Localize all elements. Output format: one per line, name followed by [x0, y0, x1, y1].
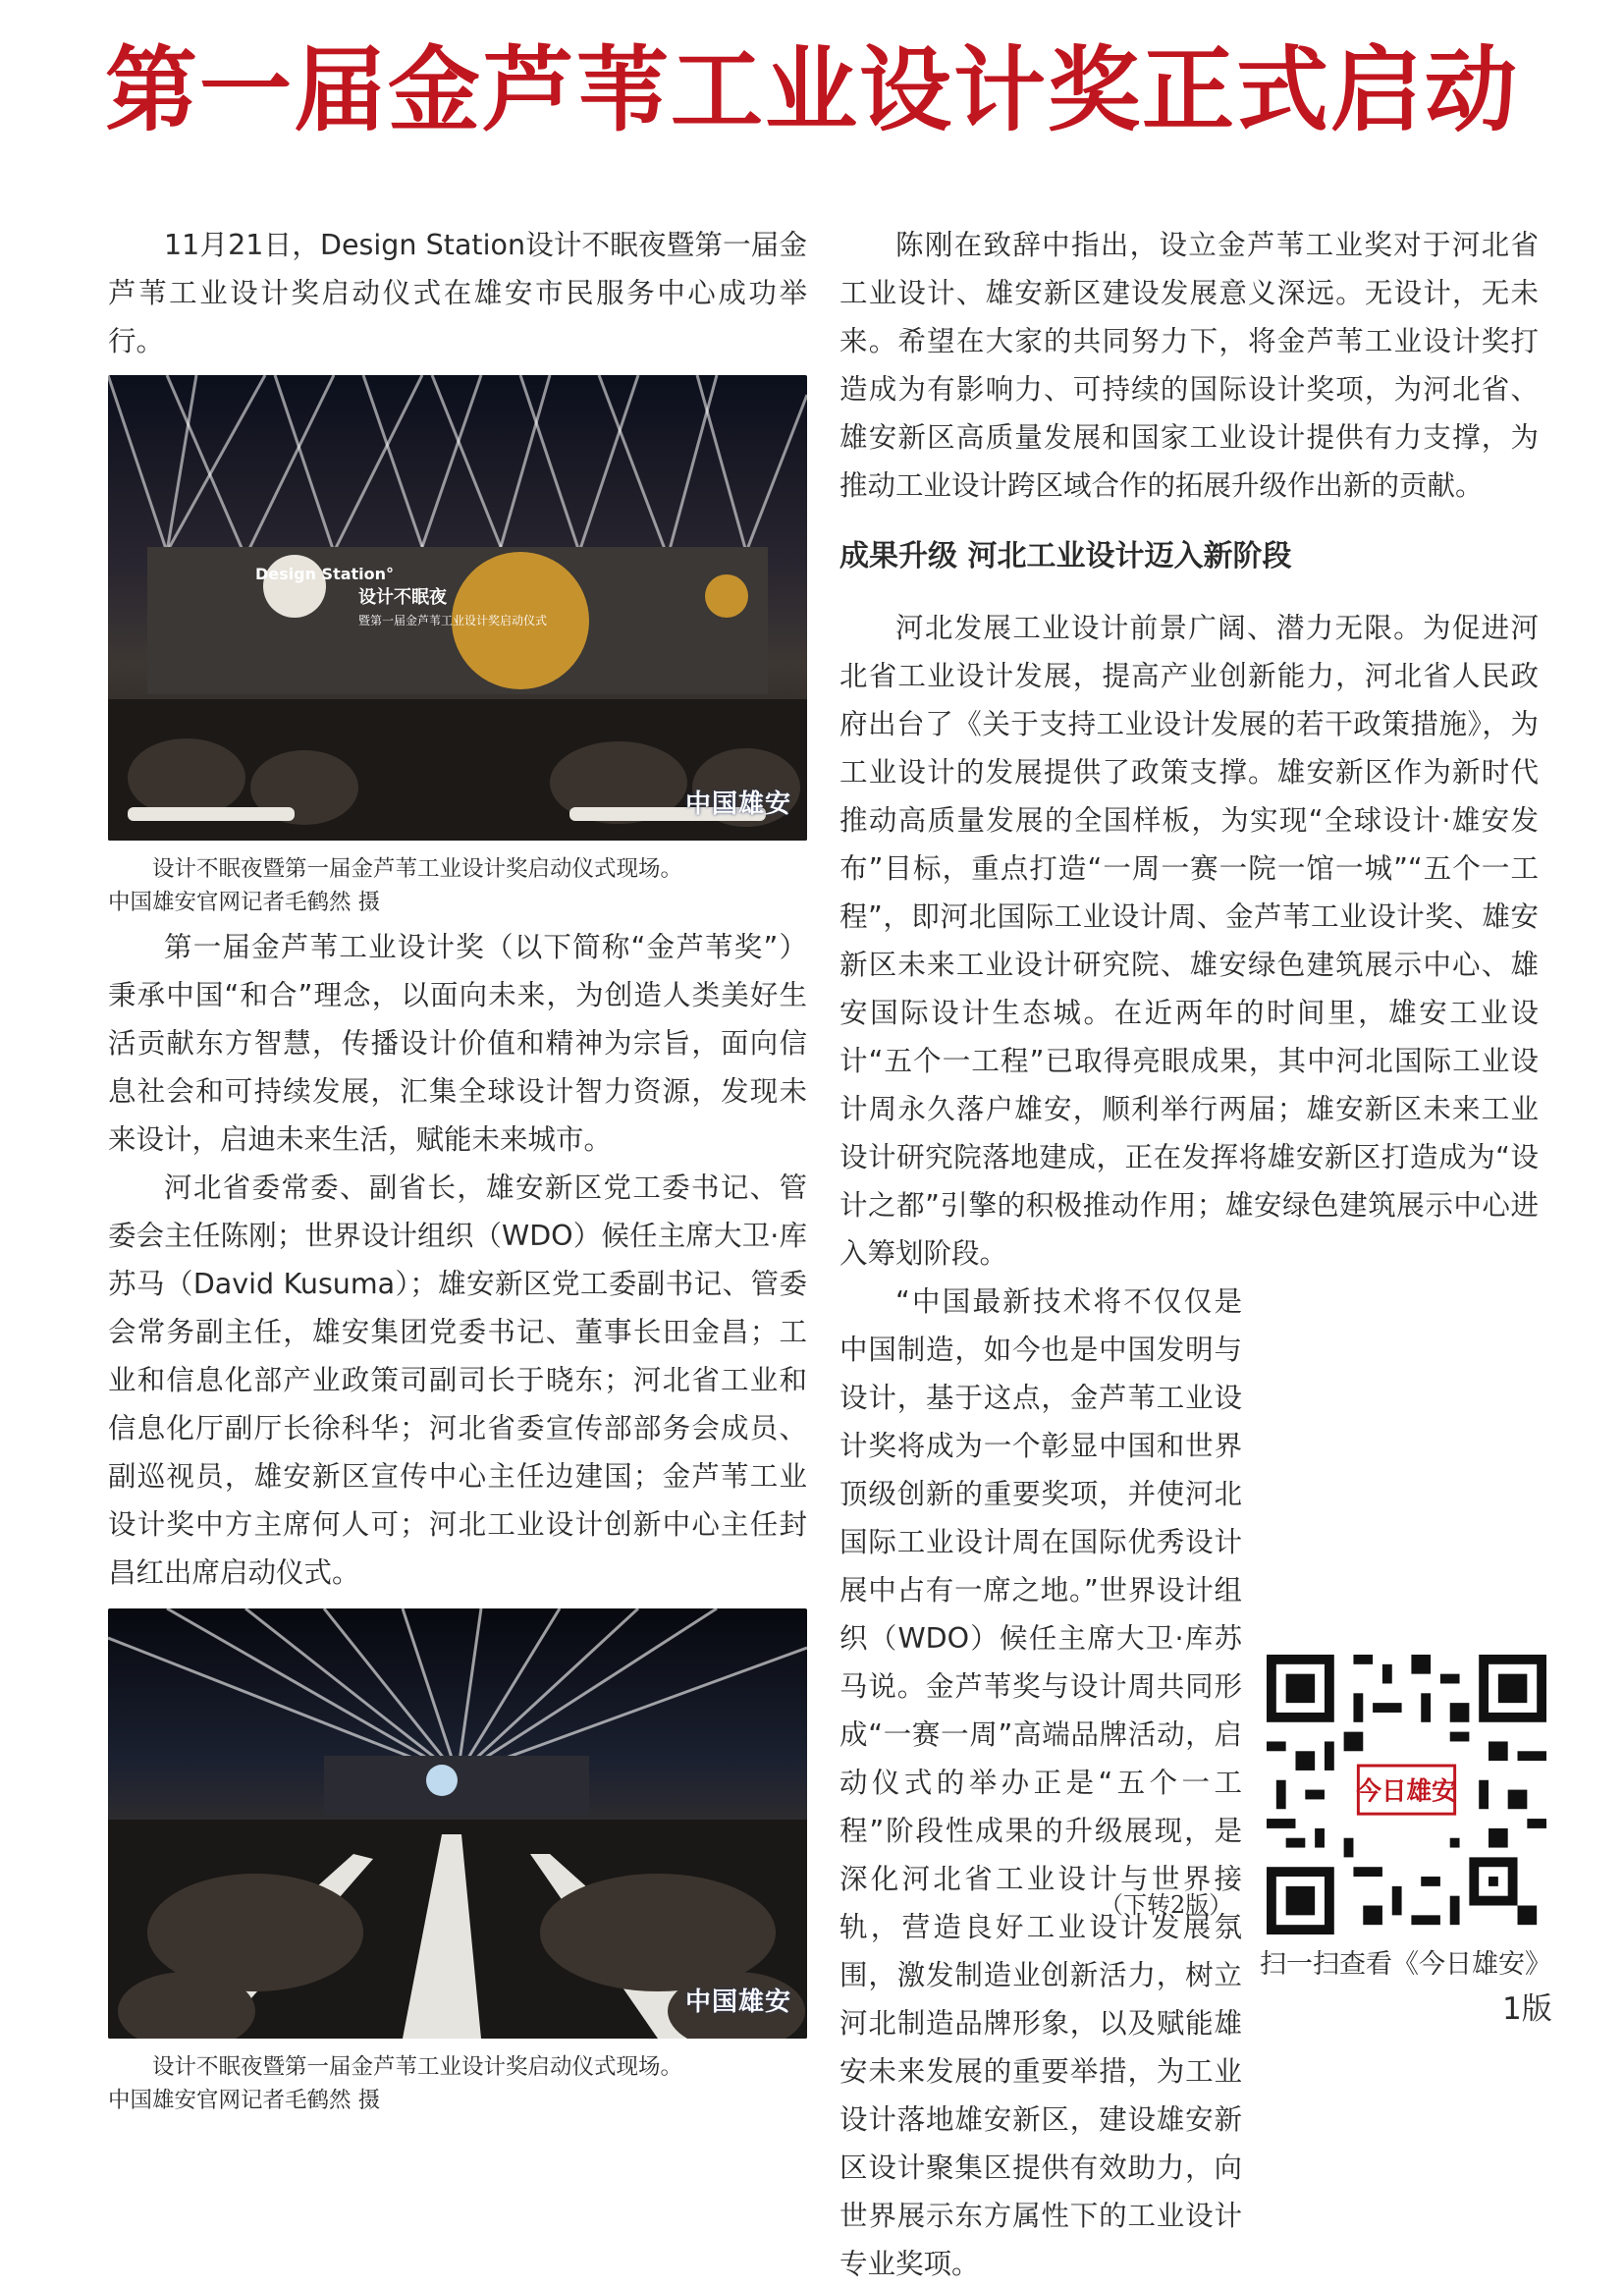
hall-light-beams [108, 1608, 807, 2039]
screen-text: Design Station° [255, 565, 395, 583]
watermark: 中国雄安 [684, 1988, 791, 2017]
photo-caption [108, 852, 807, 919]
paragraph: 河北省委常委、副省长，雄安新区党工委书记、管委会主任陈刚；世界设计组织（WDO）候任主席大卫·库苏马（David Kusuma）；雄安新区党工委副书记、管委会常务副主任，雄安集团党委书记、董事长田金昌；工业和信息化部产业政策司副司长于晓东；河北省工业和信息化厅副厅长徐科华；河北省委宣传部部务会成员、副巡视员，雄安新区宣传中心主任边建国；金芦苇工业设计奖中方主席何人可；河北工业设计创新中心主任封昌红出席启动仪式。 [108, 1171, 807, 1589]
caption-credit: 中国雄安官网记者毛鹤然 摄 [108, 2088, 381, 2113]
watermark: 中国雄安 [684, 790, 791, 819]
photo-caption [108, 2050, 807, 2117]
paragraph: 11月21日，Design Station设计不眠夜暨第一届金芦苇工业设计奖启动仪式在雄安市民服务中心成功举行。 [108, 229, 807, 357]
paragraph: 陈刚在致辞中指出，设立金芦苇工业奖对于河北省工业设计、雄安新区建设发展意义深远。无设计，无未来。希望在大家的共同努力下，将金芦苇工业设计奖打造成为有影响力、可持续的国际设计奖项，为河北省、雄安新区高质量发展和国家工业设计提供有力支撑，为推动工业设计跨区域合作的拓展升级作出新的贡献。 [839, 229, 1539, 502]
qr-caption: 扫一扫查看《今日雄安》 [1260, 1949, 1551, 1980]
paragraph: “中国最新技术将不仅仅是中国制造，如今也是中国发明与设计，基于这点，金芦苇工业设计奖将成为一个彰显中国和世界顶级创新的重要奖项，并使河北国际工业设计周在国际优秀设计展中占有一席之地。”世界设计组织（WDO）候任主席大卫·库苏马说。金芦苇奖与设计周共同形成“一赛一周”高端品牌活动，启动仪式的举办正是“五个一工程”阶段性成果的升级展现，是深化河北省工业设计与世界接轨，营造良好工业设计发展氛围，激发制造业创新活力，树立河北制造品牌形象，以及赋能雄安未来发展的重要举措，为工业设计落地雄安新区，建设雄安新区设计聚集区提供有效助力，向世界展示东方属性下的工业设计专业奖项。 [839, 1285, 1242, 2280]
event-photo-audience [108, 1608, 807, 2039]
page-number: 1版 [1502, 1991, 1552, 2027]
event-photo-stage [108, 375, 807, 841]
paragraph: 第一届金芦苇工业设计奖（以下简称“金芦苇奖”）秉承中国“和合”理念，以面向未来，为创造人类美好生活贡献东方智慧，传播设计价值和精神为宗旨，面向信息社会和可持续发展，汇集全球设计智力资源，发现未来设计，启迪未来生活，赋能未来城市。 [108, 931, 807, 1156]
caption-text: 设计不眠夜暨第一届金芦苇工业设计奖启动仪式现场。 [152, 2054, 683, 2080]
qr-center-label: 今日雄安 [1356, 1776, 1457, 1807]
stage-light-beams [108, 375, 807, 841]
screen-text: 暨第一届金芦苇工业设计奖启动仪式 [358, 614, 548, 627]
continued-note: （下转2版） [1100, 1891, 1233, 1919]
left-column [108, 221, 807, 2121]
page-title: 第一届金芦苇工业设计奖正式启动 [104, 36, 1519, 144]
qr-code[interactable] [1267, 1655, 1546, 1934]
paragraph: 河北发展工业设计前景广阔、潜力无限。为促进河北省工业设计发展，提高产业创新能力，河北省人民政府出台了《关于支持工业设计发展的若干政策措施》，为工业设计的发展提供了政策支撑。雄安新区作为新时代推动高质量发展的全国样板，为实现“全球设计·雄安发布”目标，重点打造“一周一赛一院一馆一城”“五个一工程”，即河北国际工业设计周、金芦苇工业设计奖、雄安新区未来工业设计研究院、雄安绿色建筑展示中心、雄安国际设计生态城。在近两年的时间里，雄安工业设计“五个一工程”已取得亮眼成果，其中河北国际工业设计周永久落户雄安，顺利举行两届；雄安新区未来工业设计研究院落地建成，正在发挥将雄安新区打造成为“设计之都”引擎的积极推动作用；雄安绿色建筑展示中心进入筹划阶段。 [839, 612, 1539, 1270]
section-heading: 成果升级 河北工业设计迈入新阶段 [839, 539, 1292, 573]
caption-credit: 中国雄安官网记者毛鹤然 摄 [108, 890, 381, 915]
caption-text: 设计不眠夜暨第一届金芦苇工业设计奖启动仪式现场。 [152, 856, 683, 882]
screen-text: 设计不眠夜 [358, 587, 447, 608]
